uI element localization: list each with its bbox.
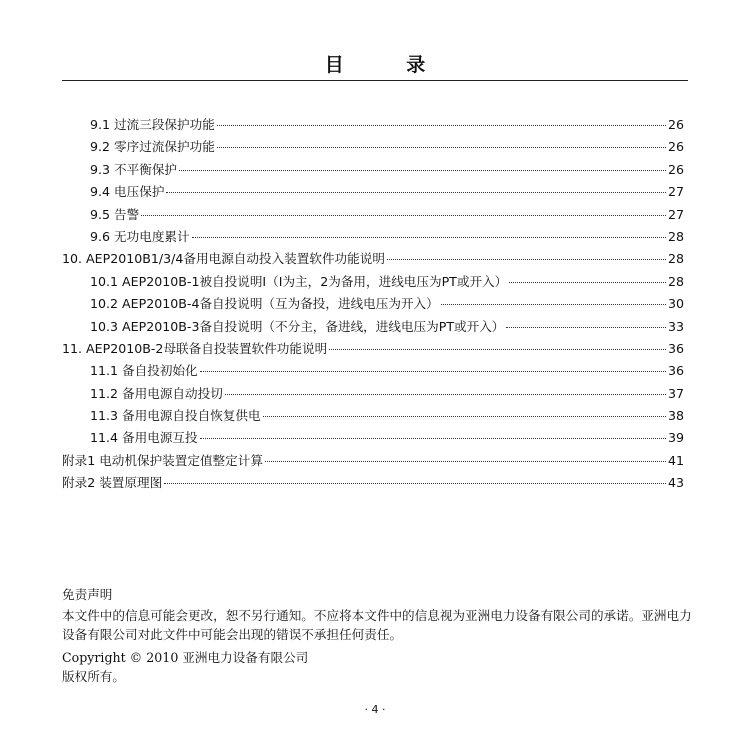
toc-entry-page: 39 — [667, 430, 684, 446]
toc-leader-dots — [225, 393, 666, 395]
toc-entry-label: 9.2 零序过流保护功能 — [90, 139, 215, 155]
toc-leader-dots — [166, 191, 666, 193]
toc-entry[interactable] — [62, 472, 684, 494]
toc-leader-dots — [263, 415, 666, 417]
toc-entry-page: 26 — [667, 161, 684, 177]
toc-leader-dots — [164, 482, 666, 484]
toc-leader-dots — [217, 124, 666, 126]
toc-entry[interactable] — [62, 226, 684, 248]
toc-entry-page: 30 — [667, 296, 684, 312]
page-number: · 4 · — [364, 703, 386, 716]
copyright-line: Copyright © 2010 亚洲电力设备有限公司 — [62, 650, 309, 665]
toc-leader-dots — [217, 146, 666, 148]
toc-entry[interactable] — [62, 136, 684, 158]
toc-entry-label: 11.4 备用电源互投 — [90, 430, 198, 446]
toc-entry-page: 28 — [667, 273, 684, 289]
toc-entry-label: 9.1 过流三段保护功能 — [90, 117, 215, 132]
toc-entry[interactable] — [62, 181, 684, 203]
title-divider — [62, 80, 688, 81]
toc-entry[interactable] — [62, 159, 684, 181]
toc-entry-page: 26 — [667, 139, 684, 155]
toc-entry-page: 28 — [667, 228, 684, 244]
toc-leader-dots — [441, 303, 666, 305]
toc-entry-page: 36 — [667, 340, 684, 356]
toc-entry[interactable] — [62, 427, 684, 449]
toc-entry-label: 11.3 备用电源自投自恢复供电 — [90, 408, 261, 424]
toc-leader-dots — [329, 348, 666, 350]
toc-leader-dots — [192, 236, 666, 238]
toc-entry-label: 附录2 装置原理图 — [62, 475, 163, 491]
toc-entry-page: 36 — [667, 363, 684, 379]
toc-leader-dots — [387, 258, 666, 260]
toc-entry[interactable] — [62, 271, 684, 293]
disclaimer-heading: 免责声明 — [62, 587, 113, 602]
rights-line: 版权所有。 — [62, 669, 125, 684]
toc-entry-page: 28 — [667, 251, 684, 267]
toc-entry-label: 9.6 无功电度累计 — [90, 228, 190, 244]
toc-entry-label: 9.4 电压保护 — [90, 184, 165, 200]
toc-entry-label: 9.5 告警 — [90, 206, 140, 222]
toc-entry-page: 27 — [667, 184, 684, 200]
toc-entry-label: 附录1 电动机保护装置定值整定计算 — [62, 452, 263, 468]
toc-entry-label: 10. AEP2010B1/3/4备用电源自动投入装置软件功能说明 — [62, 251, 385, 267]
toc-entry-label: 10.3 AEP2010B-3备自投说明（不分主，备进线，进线电压为PT或开入） — [90, 318, 505, 334]
toc-entry[interactable] — [62, 338, 684, 360]
toc-leader-dots — [200, 437, 666, 439]
toc-leader-dots — [200, 370, 666, 372]
toc-entry[interactable] — [62, 204, 684, 226]
toc-entry[interactable] — [62, 293, 684, 315]
toc-entry-page: 26 — [667, 117, 684, 132]
toc-entry[interactable] — [62, 383, 684, 405]
toc-entry-label: 10.2 AEP2010B-4备自投说明（互为备投，进线电压为开入） — [90, 296, 439, 312]
toc-entry-page: 27 — [667, 206, 684, 222]
disclaimer-body: 本文件中的信息可能会更改，恕不另行通知。不应将本文件中的信息视为亚洲电力设备有限公司的承诺。亚洲电力设备有限公司对此文件中可能会出现的错误不承担任何责任。 — [62, 608, 692, 642]
toc-entry[interactable] — [62, 114, 684, 136]
toc-entry[interactable] — [62, 450, 684, 472]
toc-entry-label: 11.2 备用电源自动投切 — [90, 385, 223, 401]
toc-entry-label: 10.1 AEP2010B-1被自投说明I（I为主，2为备用，进线电压为PT或开入） — [90, 273, 508, 289]
toc-entry-page: 38 — [667, 408, 684, 424]
toc-entry[interactable] — [62, 316, 684, 338]
toc-entry-label: 11.1 备自投初始化 — [90, 363, 198, 379]
table-of-contents — [62, 114, 684, 495]
toc-leader-dots — [141, 214, 666, 216]
toc-entry-label: 11. AEP2010B-2母联备自投装置软件功能说明 — [62, 340, 328, 356]
toc-entry-page: 41 — [667, 452, 684, 468]
page-title: 目 录 — [324, 54, 454, 76]
toc-entry-page: 37 — [667, 385, 684, 401]
toc-entry-page: 33 — [667, 318, 684, 334]
toc-entry-label: 9.3 不平衡保护 — [90, 161, 178, 177]
toc-leader-dots — [509, 281, 666, 283]
disclaimer-section — [62, 585, 692, 686]
toc-entry[interactable] — [62, 405, 684, 427]
toc-entry-page: 43 — [667, 475, 684, 491]
toc-entry[interactable] — [62, 248, 684, 270]
toc-leader-dots — [179, 169, 666, 171]
toc-leader-dots — [506, 326, 666, 328]
toc-entry[interactable] — [62, 360, 684, 382]
toc-leader-dots — [265, 460, 666, 462]
